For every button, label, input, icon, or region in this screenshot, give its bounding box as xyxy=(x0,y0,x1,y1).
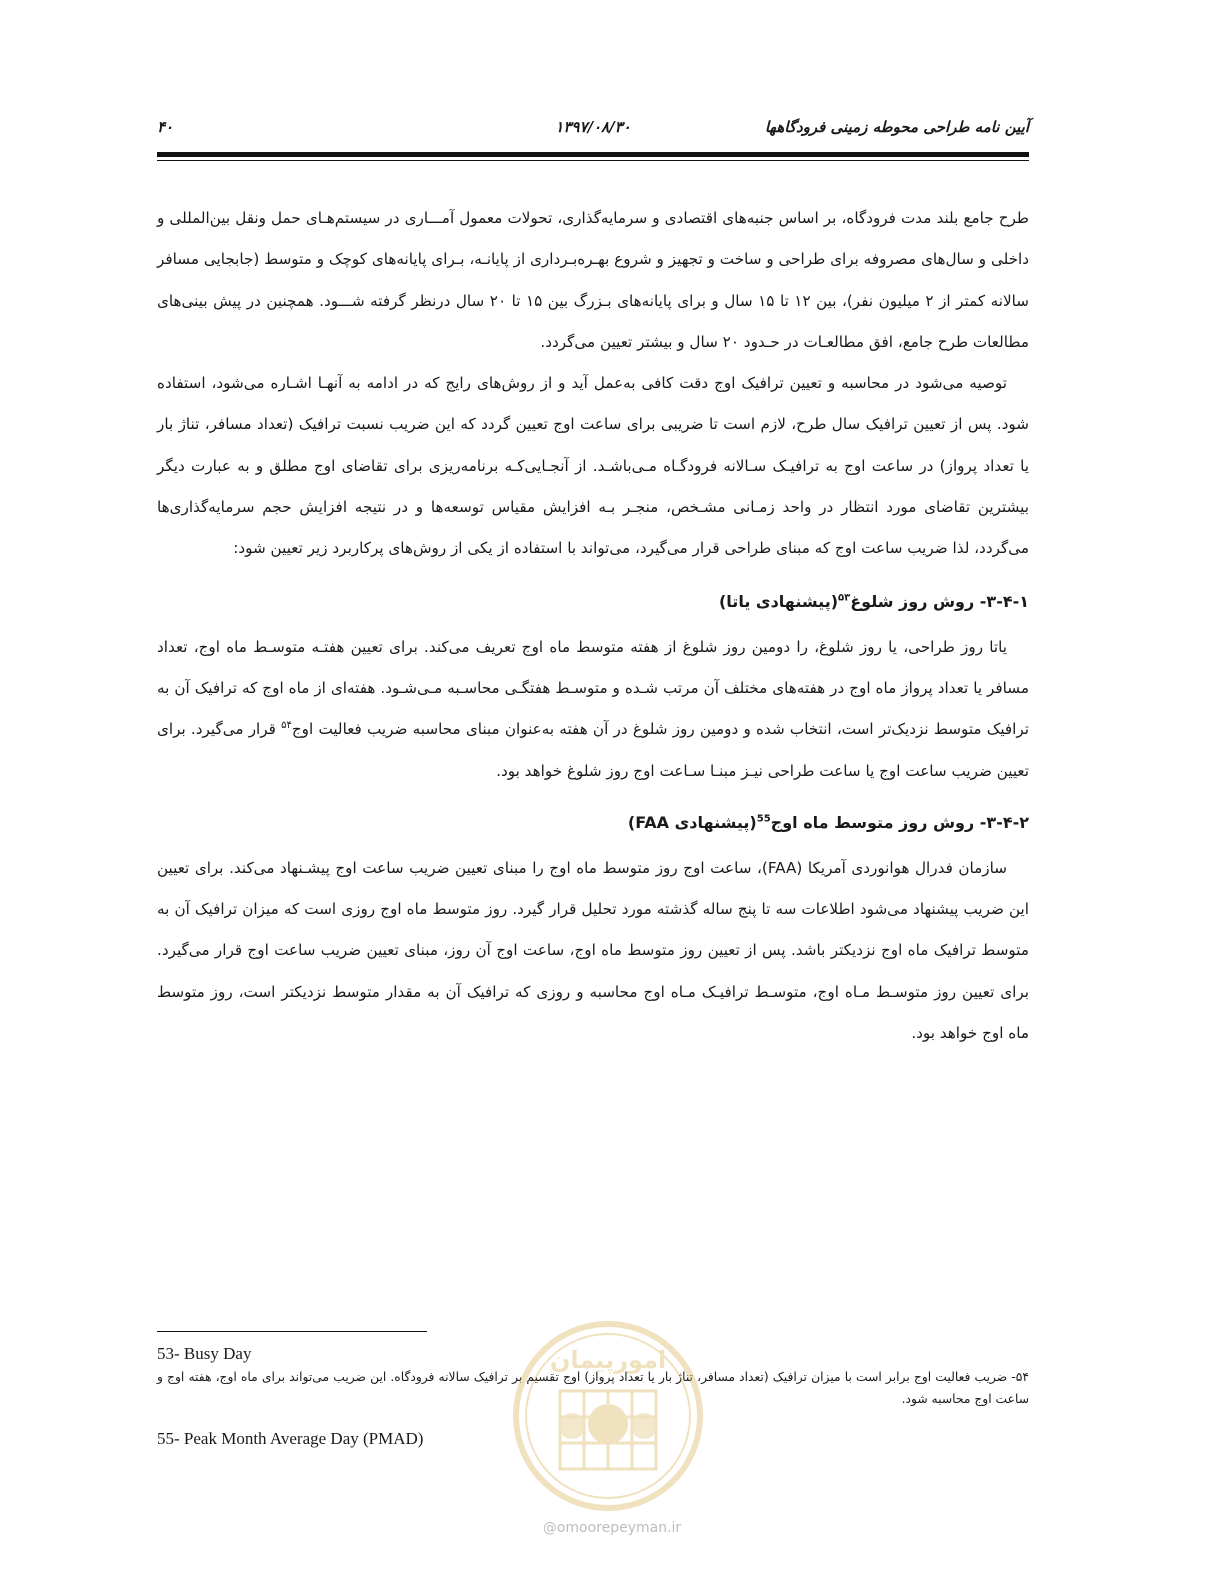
footnote-ref-55: 55 xyxy=(756,813,771,825)
section-heading-3-4-2 xyxy=(157,810,1029,836)
paragraph-4: سازمان فدرال هوانوردی آمریکا (FAA)، ساعت اوج روز متوسط ماه اوج را مبنای تعیین ضریب ساعت اوج پیشـنهاد می‌کند. برای تعیین این ضریب پیشنهاد می‌شود اطلاعات سه تا پنج ساله گذشته مورد تحلیل قرار گیرد. روز متوسط ماه اوج روزی است که میزان ترافیک آن به متوسط ترافیک ماه اوج نزدیکتر باشد. پس از تعیین روز متوسط ماه اوج، ساعت اوج آن روز، مبنای تعیین ضریب ساعت اوج قرار می‌گیرد. برای تعیین روز متوسـط مـاه اوج، متوسـط ترافیـک مـاه اوج محاسبه و روزی که ترافیک آن به مقدار متوسط نزدیکتر است، روز متوسط ماه اوج خواهد بود. xyxy=(157,858,1029,1043)
page-header xyxy=(157,118,1029,142)
paragraph-3-part-a: یاتا روز طراحی، یا روز شلوغ، را دومین روز شلوغ از هفته متوسط ماه اوج تعریف می‌کند. برای تعیین هفتـه متوسـط ماه اوج، تعداد مسافر یا تعداد پرواز ماه اوج در هفته‌های مختلف آن مرتب شـده و متوسـط هفتگـی محاسـبه مـی‌شـود. هفته‌ای از ماه اوج که ترافیک آن به ترافیک متوسط نزدیک‌تر است، انتخاب شده و دومین روز شلوغ در آن هفته به‌عنوان مبنای محاسبه ضریب فعالیت اوج xyxy=(157,637,1030,739)
watermark: @omoorepeyman.ir xyxy=(542,1520,682,1536)
footnote-ref-53: ۵۳ xyxy=(838,592,851,604)
paragraph-3 xyxy=(157,627,1029,792)
paragraph-1: طرح جامع بلند مدت فرودگاه، بر اساس جنبه‌های اقتصادی و سرمایه‌گذاری، تحولات معمول آمـــاری در سیستم‌هـای حمل ونقل بین‌المللی و داخلی و سال‌های مصروفه برای طراحی و ساخت و تجهیز و شروع بهـره‌بـرداری از پایانـه، بـرای پایانه‌های کوچک و متوسط (جابجایی مسافر سالانه کمتر از ۲ میلیون نفر)، بین ۱۲ تا ۱۵ سال و برای پایانه‌های بـزرگ بین ۱۵ تا ۲۰ سال درنظر گرفته شـــود. همچنین در پیش بینی‌های مطالعات طرح جامع، افق مطالعـات در حـدود ۲۰ سال و بیشتر تعیین می‌گردد. xyxy=(157,209,1029,351)
header-date: ۱۳۹۷/۰۸/۳۰ xyxy=(555,118,631,136)
header-rule-thick xyxy=(157,152,1029,157)
seal-lettering: امورپیمان xyxy=(549,1346,667,1374)
paragraph-2: توصیه می‌شود در محاسبه و تعیین ترافیک اوج دقت کافی به‌عمل آید و از روش‌های رایج که در ادامه به آنهـا اشـاره می‌شود، استفاده شود. پس از تعیین ترافیک سال طرح، لازم است تا ضریبی برای ساعت اوج تعیین گردد که این ضریب نسبت ترافیک (تعداد مسافر، تناژ بار یا تعداد پرواز) در ساعت اوج به ترافیـک سـالانه فرودگـاه مـی‌باشـد. از آنجـایی‌کـه برنامه‌ریزی برای تقاضای اوج مطلق و به عبارت دیگر بیشترین تقاضای مورد انتظار در واحد زمـانی مشـخص، منجـر بـه افزایش مقیاس توسعه‌ها و در نتیجه افزایش حجم سرمایه‌گذاری‌ها می‌گردد، لذا ضریب ساعت اوج که مبنای طراحی قرار می‌گیرد، می‌تواند با استفاده از یکی از روش‌های پرکاربرد زیر تعیین شود: xyxy=(157,374,1029,558)
page-number: ۴۰ xyxy=(157,118,174,136)
heading-text: ۳-۴-۱- روش روز شلوغ xyxy=(850,591,1029,611)
footnote-rule xyxy=(157,1331,427,1332)
header-rule-thin xyxy=(157,160,1029,161)
body-text xyxy=(157,198,1029,1054)
paragraph-3-part-b: قرار می‌گیرد. برای تعیین ضریب ساعت اوج یا ساعت طراحی نیـز مبنـا سـاعت اوج روز شلوغ خواهد بود. xyxy=(157,720,1029,780)
heading-tail: (پیشنهادی یاتا) xyxy=(718,591,839,611)
section-heading-3-4-1 xyxy=(157,589,1029,615)
footnote-54-text: ۵۴- ضریب فعالیت اوج برابر است با میزان ترافیک (تعداد مسافر، تناژ بار یا تعداد پرواز) اوج تقسیم بر ترافیک سالانه فرودگاه. این ضریب می‌تواند برای ماه اوج، هفته اوج و ساعت اوج محاسبه شود. xyxy=(157,1370,1029,1406)
header-title: آیین نامه طراحی محوطه زمینی فرودگاهها xyxy=(764,118,1029,136)
heading-tail: (پیشنهادی FAA) xyxy=(627,812,757,832)
heading-text: ۳-۴-۲- روش روز متوسط ماه اوج xyxy=(770,812,1029,832)
footnote-ref-54: ۵۴ xyxy=(281,720,292,732)
publisher-seal-icon xyxy=(508,1316,708,1516)
footnote-53: 53- Busy Day xyxy=(157,1344,252,1363)
footnote-55: 55- Peak Month Average Day (PMAD) xyxy=(157,1429,424,1448)
